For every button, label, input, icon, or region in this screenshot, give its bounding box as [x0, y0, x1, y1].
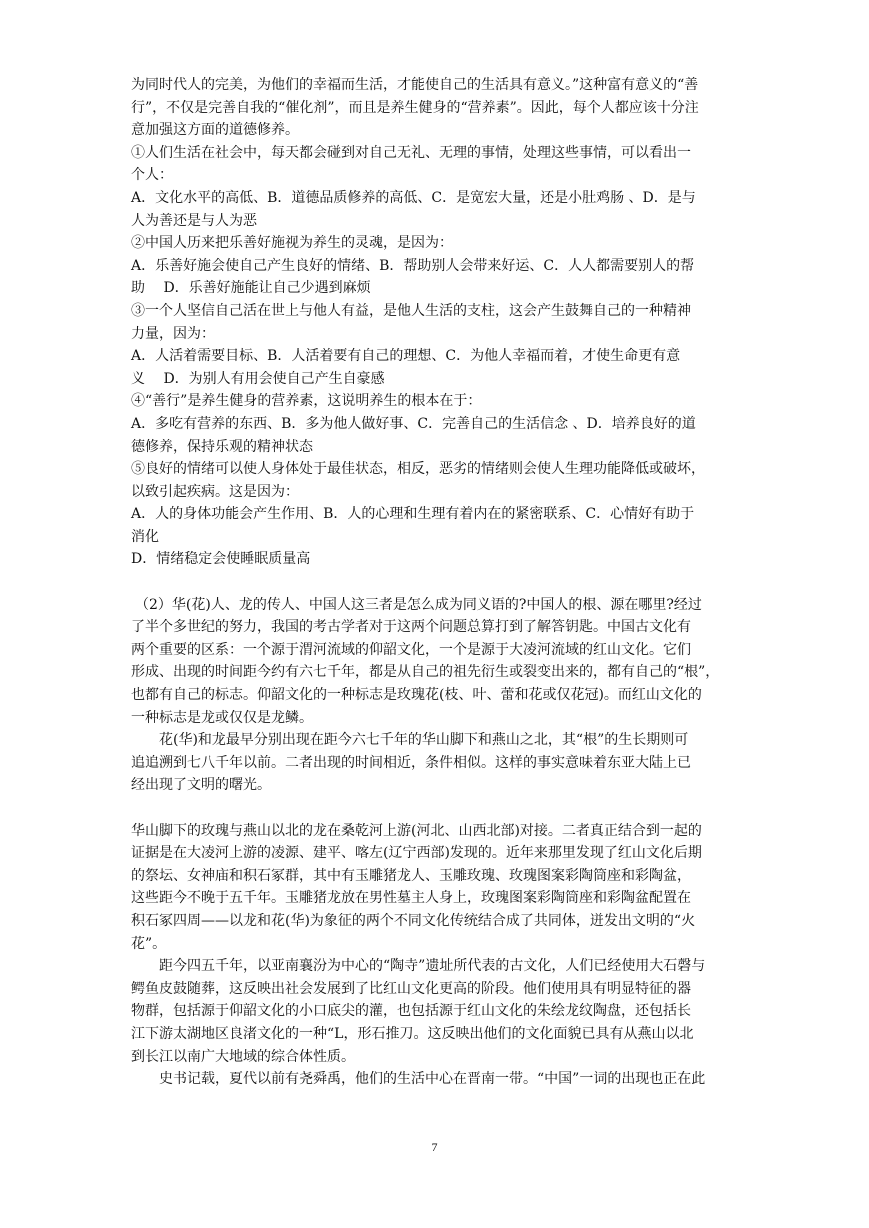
text-line: A．人活着需要目标、B．人活着要有自己的理想、C．为他人幸福而着，才使生命更有意 — [131, 348, 681, 365]
text-line: A．人的身体功能会产生作用、B．人的心理和生理有着内在的紧密联系、C．心情好有助于 — [131, 506, 695, 523]
text-line: 积石冢四周——以龙和花(华)为象征的两个不同文化传统结合成了共同体，迸发出文明的“火 — [131, 912, 696, 929]
text-line: 德修养，保持乐观的精神状态 — [131, 438, 313, 455]
blank-line — [131, 571, 756, 594]
text-line: A．多吃有营养的东西、B．多为他人做好事、C．完善自己的生活信念 、D．培养良好的道 — [131, 415, 696, 432]
text-line: 华山脚下的玫瑰与燕山以北的龙在桑乾河上游(河北、山西北部)对接。二者真正结合到一起的 — [131, 822, 702, 839]
text-line: 行”，不仅是完善自我的“催化剂”，而且是养生健身的“营养素”。因此，每个人都应该十分注 — [131, 99, 699, 116]
text-line: 花(华)和龙最早分别出现在距今六七千年的华山脚下和燕山之北，其“根”的生长期则可 — [159, 732, 689, 749]
text-line: 也都有自己的标志。仰韶文化的一种标志是玫瑰花(枝、叶、蕾和花或仅花冠)。而红山文化的 — [131, 687, 702, 704]
text-line: 义 D．为别人有用会使自己产生自豪感 — [131, 370, 385, 387]
blank-line — [131, 797, 756, 820]
text-line: A．乐善好施会使自己产生良好的情绪、B．帮助别人会带来好运、C．人人都需要别人的帮 — [131, 257, 695, 274]
text-line: 鳄鱼皮鼓随葬，这反映出社会发展到了比红山文化更高的阶段。他们使用具有明显特征的器 — [131, 980, 691, 997]
text-line: ②中国人历来把乐善好施视为养生的灵魂，是因为： — [131, 235, 453, 252]
text-line: 以致引起疾病。这是因为： — [131, 483, 299, 500]
text-line: A．文化水平的高低、B．道德品质修养的高低、C．是宽宏大量，还是小肚鸡肠 、D．是与 — [131, 189, 696, 206]
text-line: ③一个人坚信自己活在世上与他人有益，是他人生活的支柱，这会产生鼓舞自己的一种精神 — [131, 302, 691, 319]
page-number: 7 — [431, 1140, 438, 1154]
text-line: 消化 — [131, 528, 159, 545]
text-line: 助 D．乐善好施能让自己少遇到麻烦 — [131, 280, 371, 297]
text-line: 物群，包括源于仰韶文化的小口底尖的灌，也包括源于红山文化的朱绘龙纹陶盘，还包括长 — [131, 1003, 691, 1020]
text-line: ⑤良好的情绪可以使人身体处于最佳状态，相反，恶劣的情绪则会使人生理功能降低或破坏， — [131, 461, 705, 478]
text-line: （2）华(花)人、龙的传人、中国人这三者是怎么成为同义语的?中国人的根、源在哪里?经过 — [135, 596, 702, 613]
text-line: 一种标志是龙或仅仅是龙鳞。 — [131, 709, 313, 726]
text-line: 意加强这方面的道德修养。 — [131, 122, 299, 139]
text-line: 为同时代人的完美，为他们的幸福而生活，才能使自己的生活具有意义。”这种富有意义的“善 — [131, 77, 699, 93]
text-line: 经出现了文明的曙光。 — [131, 777, 271, 794]
body-text — [131, 74, 756, 1091]
text-line: 的祭坛、女神庙和积石冢群，其中有玉雕猪龙人、玉雕玫瑰、玫瑰图案彩陶筒座和彩陶盆， — [131, 867, 691, 884]
text-line: 追追溯到七八千年以前。二者出现的时间相近，条件相似。这样的事实意味着东亚大陆上已 — [131, 754, 691, 771]
text-line: 史书记载，夏代以前有尧舜禹，他们的生活中心在晋南一带。“中国”一词的出现也正在此 — [159, 1071, 706, 1088]
text-line: D．情绪稳定会使睡眠质量高 — [131, 551, 311, 568]
text-line: 江下游太湖地区良渚文化的一种“L，形石推刀。这反映出他们的文化面貌已具有从燕山以北 — [131, 1025, 694, 1042]
text-line: 人为善还是与人为恶 — [131, 212, 257, 229]
text-line: 了半个多世纪的努力，我国的考古学者对于这两个问题总算打到了解答钥匙。中国古文化有 — [131, 619, 691, 636]
text-line: 证据是在大凌河上游的凌源、建平、喀左(辽宁西部)发现的。近年来那里发现了红山文化后期 — [131, 845, 702, 862]
text-line: 个人： — [131, 167, 173, 184]
text-line: 距今四五千年，以亚南襄汾为中心的“陶寺”遗址所代表的古文化，人们已经使用大石磬与 — [159, 958, 706, 975]
text-line: 到长江以南广大地域的综合体性质。 — [131, 1048, 355, 1065]
text-line: 这些距今不晚于五千年。玉雕猪龙放在男性墓主人身上，玫瑰图案彩陶筒座和彩陶盆配置在 — [131, 890, 691, 907]
text-line: 两个重要的区系：一个源于渭河流域的仰韶文化，一个是源于大凌河流域的红山文化。它们 — [131, 641, 691, 658]
text-line: 花”。 — [131, 935, 167, 952]
text-line: ①人们生活在社会中，每天都会碰到对自己无礼、无理的事情，处理这些事情，可以看出一 — [131, 144, 691, 161]
text-line: 形成、出现的时间距今约有六七千年，都是从自己的祖先衍生或裂变出来的，都有自己的“根”， — [131, 664, 720, 681]
text-line: ④“善行”是养生健身的营养素，这说明养生的根本在于： — [131, 393, 482, 410]
text-line: 力量，因为： — [131, 325, 215, 342]
